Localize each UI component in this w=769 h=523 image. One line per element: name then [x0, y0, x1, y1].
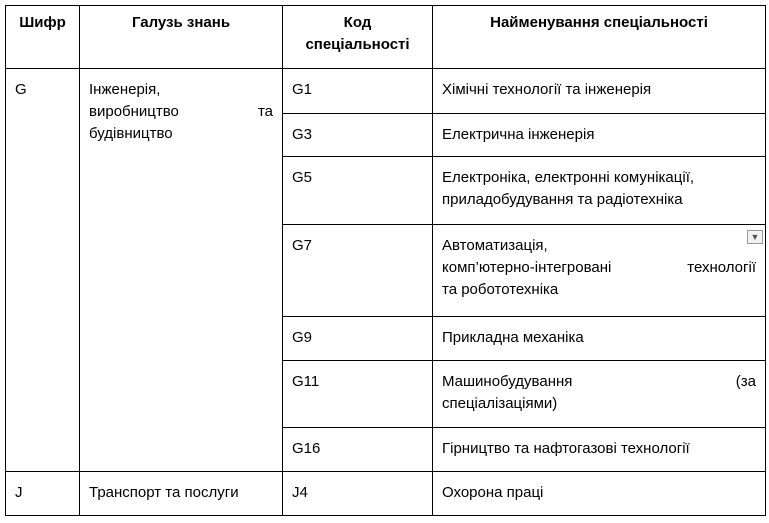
group-field-line: Інженерія, [89, 81, 161, 98]
spec-code-cell: G9 [283, 317, 433, 361]
spec-name-word: комп’ютерно-інтегровані [442, 259, 612, 276]
spec-code-cell: G7 [283, 225, 433, 317]
spec-code-cell: G11 [283, 361, 433, 428]
group-field-cell: Транспорт та послуги [80, 472, 283, 516]
header-code: Шифр [6, 6, 80, 69]
group-field-word: виробництво [89, 103, 179, 120]
spec-name-cell: Електрична інженерія [433, 114, 766, 157]
header-spec-code-line1: Код [343, 14, 372, 31]
spec-code-cell: J4 [283, 472, 433, 516]
spec-name-cell [433, 157, 766, 225]
header-spec-code-line2: спеціальності [305, 36, 410, 53]
spec-name-line: приладобудування та радіотехніка [442, 191, 683, 208]
spec-name-word: (за [735, 373, 756, 390]
spec-name-word: технології [687, 259, 756, 276]
header-spec-code [283, 6, 433, 69]
header-field: Галузь знань [80, 6, 283, 69]
spec-name-cell [433, 361, 766, 428]
spec-code-cell: G5 [283, 157, 433, 225]
group-field-line: будівництво [89, 125, 173, 142]
spec-name-cell: Прикладна механіка [433, 317, 766, 361]
header-spec-name: Найменування спеціальності [433, 6, 766, 69]
group-code-cell: G [6, 69, 80, 472]
spec-name-line [442, 371, 756, 393]
group-code-cell: J [6, 472, 80, 516]
group-field-line [89, 101, 273, 123]
spec-name-line: Автоматизація, [442, 237, 548, 254]
spec-code-cell: G16 [283, 428, 433, 472]
group-field-cell [80, 69, 283, 472]
spec-name-cell: Хімічні технології та інженерія [433, 69, 766, 114]
spec-name-cell [433, 225, 766, 317]
table-row [6, 69, 766, 114]
table-row [6, 472, 766, 516]
spec-name-word: Машинобудування [442, 373, 573, 390]
spec-name-cell: Охорона праці [433, 472, 766, 516]
group-field-word: та [257, 103, 273, 120]
spec-code-cell: G1 [283, 69, 433, 114]
specialties-table [5, 5, 766, 516]
spec-name-line: спеціалізаціями) [442, 395, 558, 412]
spec-name-cell: Гірництво та нафтогазові технології [433, 428, 766, 472]
spec-name-line [442, 257, 756, 279]
dropdown-arrow-icon[interactable]: ▼ [747, 230, 763, 244]
table-header-row [6, 6, 766, 69]
spec-name-line: та робототехніка [442, 281, 559, 298]
spec-code-cell: G3 [283, 114, 433, 157]
spec-name-line: Електроніка, електронні комунікації, [442, 169, 695, 186]
